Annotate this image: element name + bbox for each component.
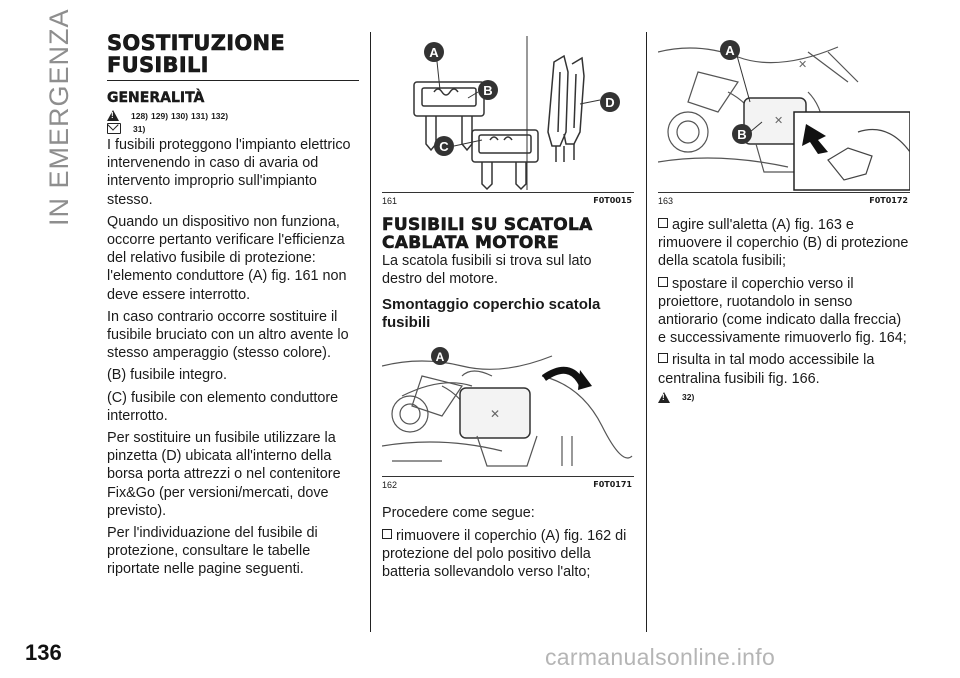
paragraph: (C) fusibile con elemento conduttore interrotto. — [107, 389, 339, 424]
paragraph: I fusibili proteggono l'impianto elettrico intervenendo in caso di avaria od intervento improprio sull'impianto stesso. — [107, 137, 351, 208]
paragraph: Quando un dispositivo non funziona, occorre pertanto verificare l'efficienza del relativo fusibile di protezione: l'elemento conduttore (A) fig. 161 non deve essere interrotto. — [107, 213, 347, 303]
fig-label: A — [435, 350, 445, 365]
page-number: 136 — [25, 640, 62, 665]
figure-code: F0T0171 — [593, 480, 632, 490]
figure-caption — [382, 480, 634, 490]
warning-refs — [658, 392, 910, 403]
warning-refs — [107, 110, 359, 121]
title-rule — [107, 80, 359, 81]
figure-number: 161 — [382, 196, 398, 206]
bullet-item — [658, 216, 910, 271]
subhead: Smontaggio coperchio scatola fusibili — [382, 296, 601, 332]
section-title-line2: FUSIBILI — [107, 53, 209, 77]
engine-bay-illustration — [382, 336, 634, 476]
figure-caption — [382, 196, 634, 206]
paragraph: In caso contrario occorre sostituire il fusibile bruciato con un altro avente lo stesso amperaggio (stesso colore). — [107, 308, 349, 362]
fig-label: D — [605, 95, 615, 110]
ref: 131) — [191, 110, 209, 121]
bullet-icon — [382, 529, 392, 539]
figure-162 — [382, 336, 634, 477]
figure-number: 162 — [382, 480, 398, 491]
warning-icon — [658, 392, 670, 403]
bullet-item — [658, 275, 910, 348]
fig-label: B — [483, 83, 493, 98]
note-icon — [107, 123, 121, 134]
bullet-icon — [658, 277, 668, 287]
figure-code: F0T0015 — [593, 196, 632, 205]
ref: 129) — [151, 110, 169, 121]
fig-label: C — [439, 139, 449, 154]
column-2 — [382, 32, 634, 585]
cross-mark: ✕ — [489, 407, 501, 422]
figure-163 — [658, 32, 910, 193]
ref: 130) — [171, 110, 189, 121]
bullet-text: rimuovere il coperchio (A) fig. 162 di protezione del polo positivo della batteria sollevandolo verso l'alto; — [382, 527, 627, 581]
ref: 31) — [133, 123, 146, 134]
section-title-line1: FUSIBILI SU SCATOLA — [382, 215, 593, 235]
fuse-illustration — [382, 32, 634, 192]
column-1 — [107, 32, 359, 583]
cross-mark: ✕ — [798, 59, 808, 71]
fig-label: A — [725, 43, 735, 58]
subsection-title: GENERALITÀ — [107, 90, 205, 106]
bullet-icon — [658, 353, 668, 363]
ref: 128) — [131, 110, 149, 121]
fig-label: B — [737, 127, 747, 142]
column-divider — [370, 32, 371, 632]
figure-caption — [658, 196, 910, 206]
cross-mark: ✕ — [774, 115, 784, 127]
bullet-icon — [658, 218, 668, 228]
paragraph: Per l'individuazione del fusibile di protezione, consultare le tabelle riportate nelle pagine seguenti. — [107, 525, 318, 578]
section-side-tab-label: IN EMERGENZA — [44, 8, 74, 226]
section-title-line2: CABLATA MOTORE — [382, 233, 559, 253]
figure-161 — [382, 32, 634, 193]
note-refs — [107, 123, 359, 134]
figure-code: F0T0172 — [869, 196, 908, 205]
fig-label: A — [429, 45, 439, 60]
paragraph: La scatola fusibili si trova sul lato destro del motore. — [382, 253, 592, 288]
paragraph: (B) fusibile integro. — [107, 367, 227, 384]
section-side-tab — [44, 8, 84, 226]
figure-number: 163 — [658, 196, 674, 206]
section-title-line1: SOSTITUZIONE — [107, 31, 286, 55]
bullet-text: risulta in tal modo accessibile la centralina fusibili fig. 166. — [658, 352, 875, 387]
fuse-box-cover-illustration — [658, 32, 910, 192]
bullet-item — [658, 351, 910, 387]
ref: 132) — [211, 110, 229, 121]
column-3 — [658, 32, 910, 405]
column-divider — [646, 32, 647, 632]
paragraph: Procedere come segue: — [382, 505, 535, 522]
ref: 32) — [682, 392, 695, 403]
watermark: carmanualsonline.info — [545, 644, 776, 670]
bullet-text: spostare il coperchio verso il proiettore, ruotandolo in senso antiorario (come indicato dalla freccia) e successivamente rimuoverlo fig. 164; — [658, 275, 907, 347]
bullet-text: agire sull'aletta (A) fig. 163 e rimuovere il coperchio (B) di protezione della scatola fusibili; — [658, 217, 909, 270]
paragraph: Per sostituire un fusibile utilizzare la pinzetta (D) ubicata all'interno della borsa porta attrezzi o nel contenitore Fix&Go (per versioni/mercati, dove previsto). — [107, 430, 341, 519]
bullet-item — [382, 527, 634, 582]
